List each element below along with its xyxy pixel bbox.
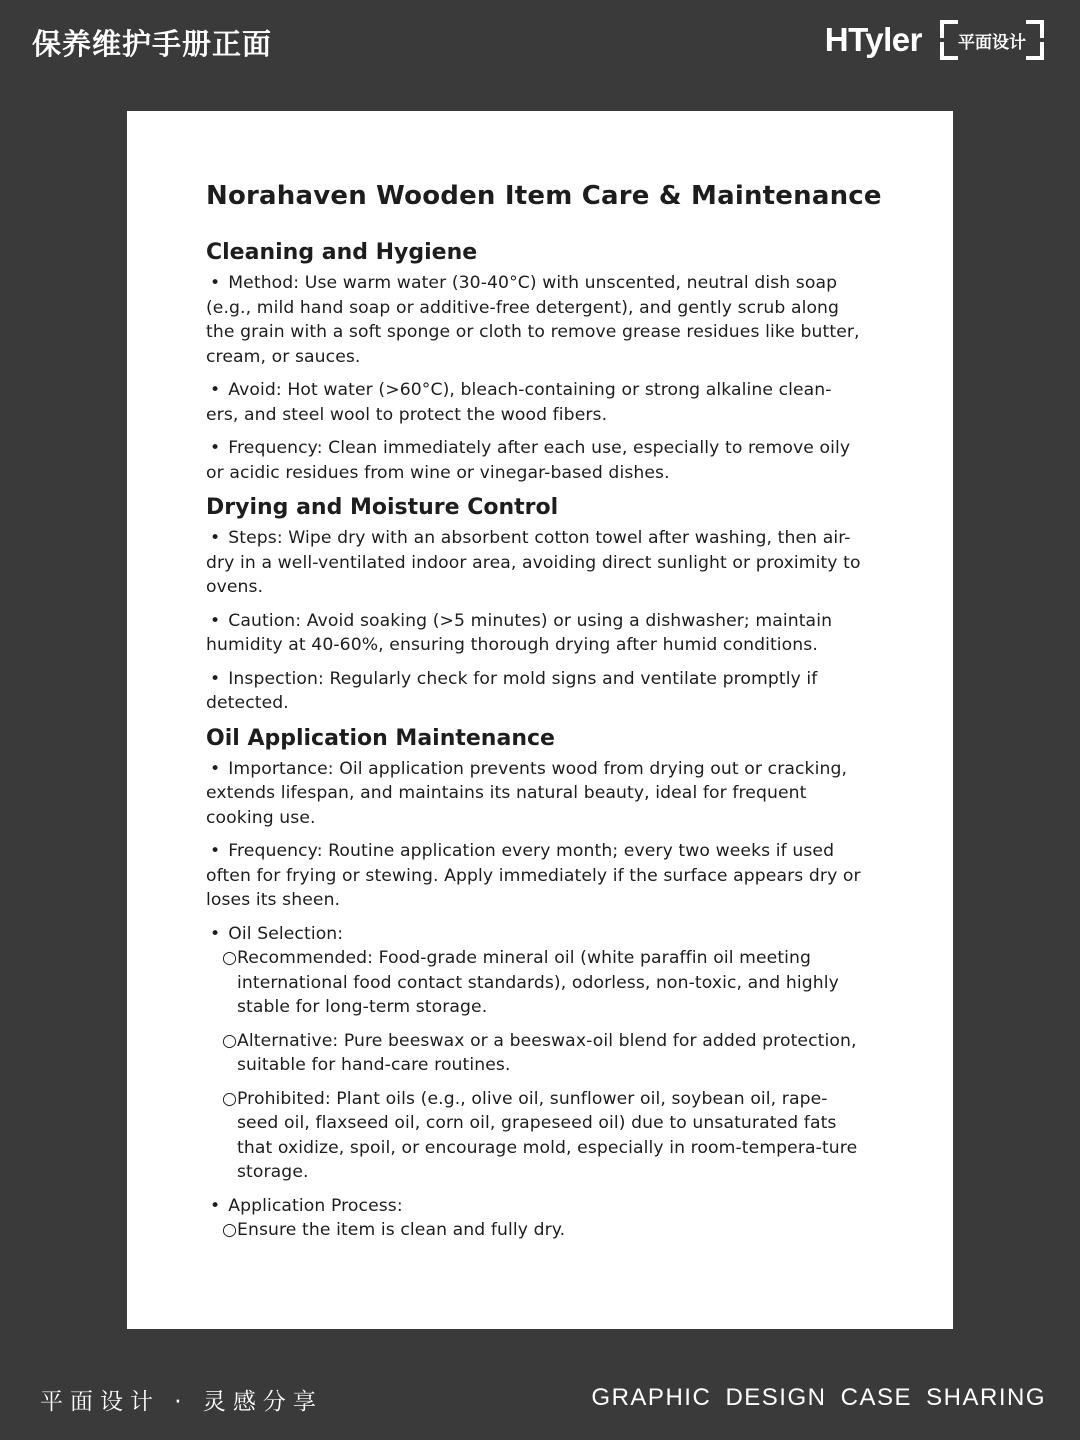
section-heading: Drying and Moisture Control bbox=[206, 495, 559, 520]
header-title: 保养维护手册正面 bbox=[32, 27, 273, 61]
oil-selection-label: • Oil Selection: bbox=[206, 922, 861, 947]
brand bbox=[825, 20, 1044, 60]
list-item: • Avoid: Hot water (>60°C), bleach-containing or strong alkaline clean-ers, and steel wool to protect the wood fibers. bbox=[206, 378, 861, 427]
brand-badge bbox=[940, 20, 1044, 60]
list-item: • Caution: Avoid soaking (>5 minutes) or using a dishwasher; maintain humidity at 40-60%, ensuring thorough drying after humid conditions. bbox=[206, 609, 861, 658]
list-item: • Importance: Oil application prevents wood from drying out or cracking, extends lifespan, and maintains its natural beauty, ideal for frequent cooking use. bbox=[206, 757, 861, 831]
sub-list-item: ○Alternative: Pure beeswax or a beeswax-oil blend for added protection, suitable for hand-care routines. bbox=[222, 1030, 857, 1075]
list-item: • Steps: Wipe dry with an absorbent cotton towel after washing, then air-dry in a well-ventilated indoor area, avoiding direct sunlight or proximity to ovens. bbox=[206, 526, 861, 600]
footer-tagline: 平面设计 · 灵感分享 bbox=[40, 1389, 323, 1415]
section-heading: Cleaning and Hygiene bbox=[206, 240, 478, 265]
section-oil bbox=[206, 725, 861, 1243]
document-page bbox=[127, 111, 953, 1329]
sub-list-item: ○Prohibited: Plant oils (e.g., olive oil, sunflower oil, soybean oil, rape-seed oil, flaxseed oil, corn oil, grapeseed oil) due to unsaturated fats that oxidize, spoil, or encourage mold, especially in room-tempera-ture storage. bbox=[222, 1088, 858, 1182]
list-item: • Inspection: Regularly check for mold signs and ventilate promptly if detected. bbox=[206, 667, 861, 716]
section-drying bbox=[206, 494, 861, 716]
section-cleaning bbox=[206, 239, 861, 485]
application-process-label: • Application Process: bbox=[206, 1194, 861, 1219]
list-item: • Frequency: Clean immediately after each use, especially to remove oily or acidic residues from wine or vinegar-based dishes. bbox=[206, 436, 861, 485]
brand-logo: HTyler bbox=[824, 21, 922, 58]
document-title: Norahaven Wooden Item Care & Maintenance bbox=[206, 181, 882, 211]
sub-list-item: ○Recommended: Food-grade mineral oil (white paraffin oil meeting international food contact standards), odorless, non-toxic, and highly stable for long-term storage. bbox=[222, 948, 839, 1017]
brand-badge-label: 平面设计 bbox=[958, 32, 1026, 53]
section-heading: Oil Application Maintenance bbox=[206, 725, 555, 751]
sub-list-item: ○Ensure the item is clean and fully dry. bbox=[222, 1220, 566, 1240]
list-item: • Method: Use warm water (30-40°C) with unscented, neutral dish soap (e.g., mild hand soap or additive-free detergent), and gently scrub along the grain with a soft sponge or cloth to remove grease residues like butter, cream, or sauces. bbox=[206, 271, 861, 369]
footer-caption: GRAPHIC DESIGN CASE SHARING bbox=[591, 1384, 1046, 1411]
list-item: • Frequency: Routine application every month; every two weeks if used often for frying or stewing. Apply immediately if the surface appears dry or loses its sheen. bbox=[206, 839, 861, 913]
